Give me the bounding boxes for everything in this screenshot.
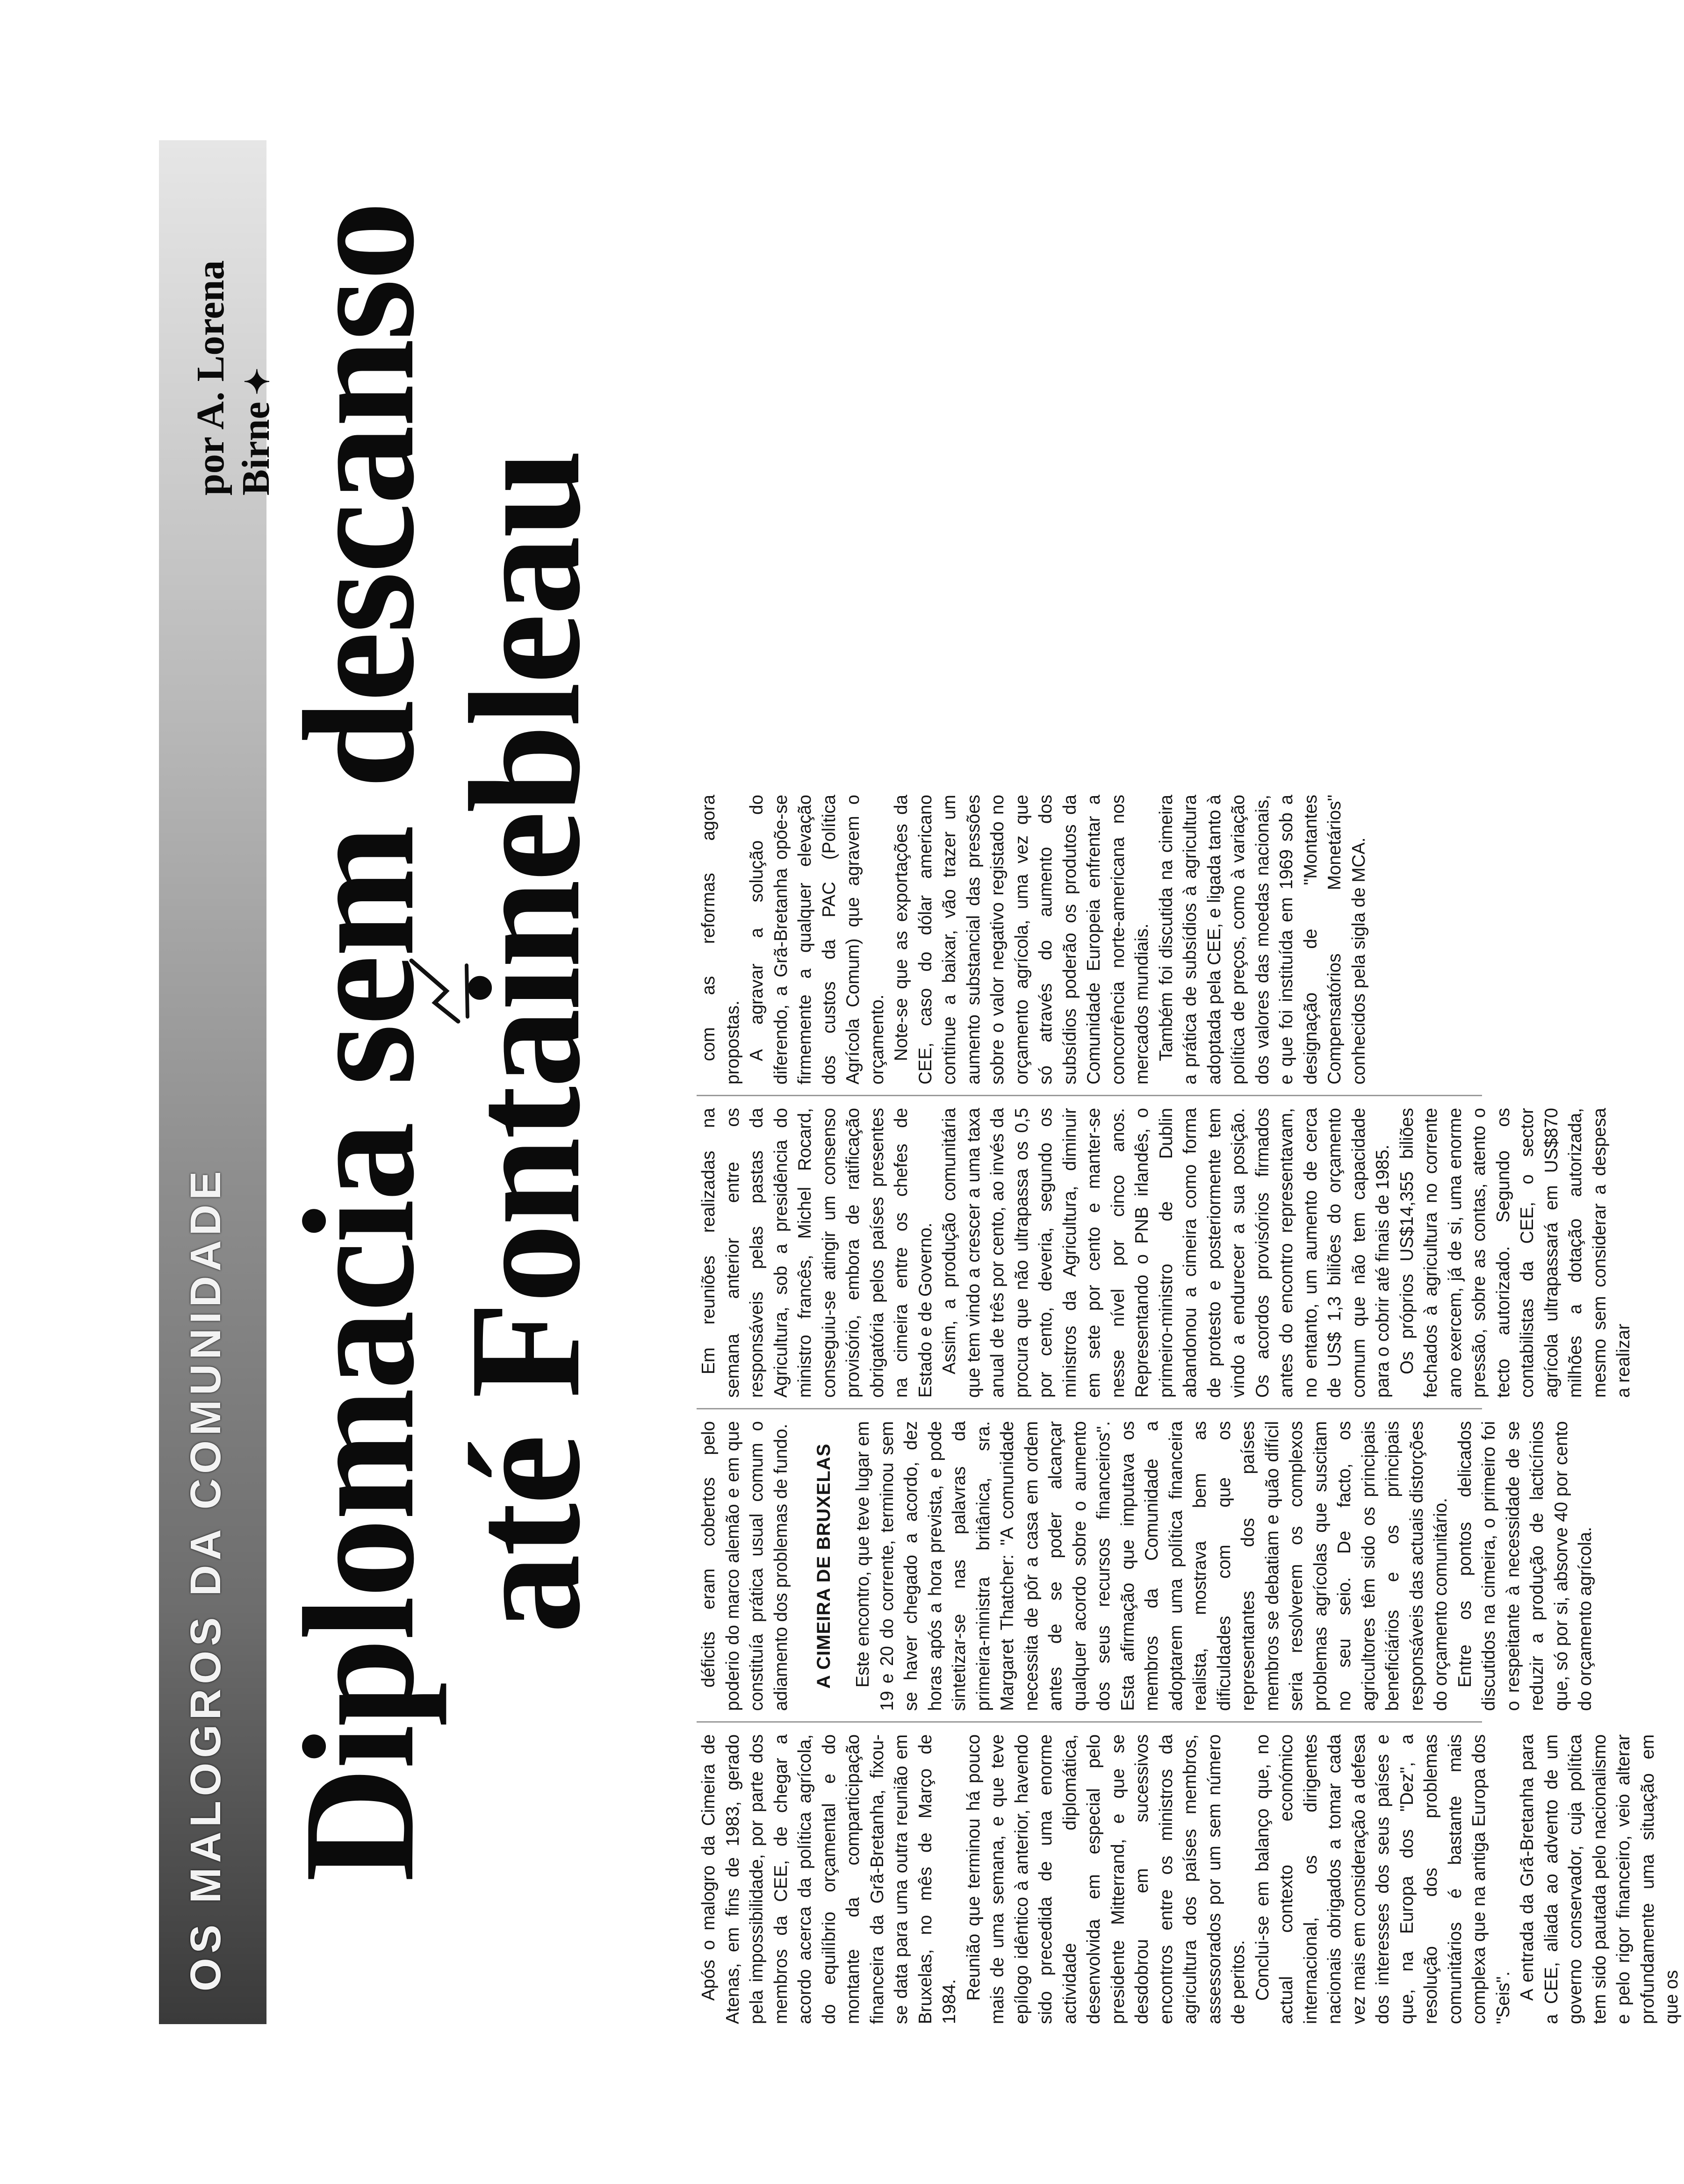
section-kicker: OS MALOGROS DA COMUNIDADE [182, 1166, 230, 1991]
subheading: A CIMEIRA DE BRUXELAS [813, 1443, 834, 1689]
article-column-3 [697, 1108, 1634, 1398]
article-column-2 [697, 1421, 1595, 1711]
paragraph: Reunião que terminou há pouco mais de uma semana, e que teve epílogo idêntico à anterior, havendo sido precedida de uma enorme actividade diplomática, desenvolvida em especial pelo presidente Mitterrand, e que se desdobrou em sucessivos encontros entre os ministros da agricultura dos países membros, assessorados por um sem número de peritos. [963, 1734, 1248, 2024]
paragraph: Entre os pontos delicados discutidos na cimeira, o primeiro foi o respeitante à necessidade de se reduzir a produção de lacticínios que, só por si, absorve 40 por cento do orçamento agrícola. [1454, 1421, 1595, 1711]
paragraph: Conclui-se em balanço que, no actual contexto económico internacional, os dirigentes nacionais obrigados a tomar cada vez mais em consideração a defesa dos interesses dos seus países e que, na Europa dos "Dez", a resolução dos problemas comunitários é bastante mais complexa que na antiga Europa dos "Seis". [1252, 1734, 1513, 2024]
rotated-article [159, 140, 1682, 2024]
article-column-4 [697, 795, 1482, 1085]
headline [271, 178, 613, 1907]
column-divider [697, 1408, 1482, 1409]
article-body [697, 140, 1682, 2024]
paragraph: Também foi discutida na cimeira a prática de subsídios à agricultura adoptada pela CEE, e ligada tanto à política de preços, como à variação dos valores das moedas nacionais, e que foi instituída em 1969 sob a designação de "Montantes Compensatórios Monetários" conhecidos pela sigla de MCA. [1156, 795, 1369, 1085]
paragraph: Assim, a produção comunitária que tem vindo a crescer a uma taxa anual de três por cento, ao invés da procura que não ultrapassa os 0,5 por cento, deveria, segundo os ministros da Agricultura, diminuir em sete por cento e manter-se nesse nível por cinco anos. Representando o PNB irlandês, o primeiro-ministro de Dublin abandonou a cimeira como forma de protesto e posteriormente tem vindo a endurecer a sua posição. Os acordos provisórios firmados antes do encontro representavam, no entanto, um aumento de cerca de US$ 1,3 biliões do orçamento comum que não tem capacidade para o cobrir até finais de 1985. [939, 1108, 1393, 1398]
paragraph: Em reuniões realizadas na semana anterior entre os responsáveis pelas pastas da Agricultura, sob a presidência do ministro francês, Michel Rocard, conseguiu-se atingir um consenso provisório, embora de ratificação obrigatória pelos países presentes na cimeira entre os chefes de Estado e de Governo. [698, 1108, 936, 1398]
headline-line-2: até Fontainebleau [437, 451, 613, 1634]
author-byline [188, 140, 279, 496]
handwritten-mark-icon [402, 947, 472, 1031]
paragraph: Note-se que as exportações da CEE, caso do dólar americano continue a baixar, vão trazer um aumento substancial das pressões sobre o valor negativo registado no orçamento agrícola, uma vez que só através do aumento dos subsídios poderão os produtos da Comunidade Europeia enfrentar a concorrência norte-americana nos mercados mundiais. [891, 795, 1152, 1085]
column-divider [697, 1095, 1482, 1096]
paragraph: déficits eram cobertos pelo poderio do marco alemão e em que constituía prática usual comum o adiamento dos problemas de fundo. [698, 1421, 791, 1711]
paragraph: A agravar a solução do diferendo, a Grã-Bretanha opõe-se firmemente a qualquer elevação dos custos da PAC (Política Agrícola Comum) que agravem o orçamento. [747, 795, 887, 1085]
paragraph: A entrada da Grã-Bretanha para a CEE, aliada ao advento de um governo conservador, cuja política tem sido pautada pelo nacionalismo e pelo rigor financeiro, veio alterar profundamente uma situação em que os [1517, 1734, 1682, 2024]
column-divider [697, 1721, 1482, 1723]
paragraph: Este encontro, que teve lugar em 19 e 20 do corrente, terminou sem se haver chegado a acordo, dez horas após a hora prevista, e pode sintetizar-se nas palavras da primeira-ministra britânica, sra. Margaret Thatcher: "A comunidade necessita de pôr a casa em ordem antes de se poder alcançar qualquer acordo sobre o aumento dos seus recursos financeiros". Esta afirmação que imputava os membros da Comunidade a adoptarem uma política financeira realista, mostrava bem as dificuldades com que os representantes dos países membros se debatiam e quão difícil seria resolverem os complexos problemas agrícolas que suscitam no seu seio. De facto, os agricultores têm sido os principais beneficiários e os principais responsáveis das actuais distorções do orçamento comunitário. [853, 1421, 1451, 1711]
star-ornament-icon: ✦ [240, 367, 276, 395]
byline-text: por A. Lorena Birne [189, 260, 278, 496]
article-column-1 [697, 1734, 1682, 2024]
paragraph: Os próprios US$14,355 biliões fechados à agricultura no corrente ano exercem, já de si, uma enorme pressão, sobre as contas, atento o tecto autorizado. Segundo os contabilistas da CEE, o sector agrícola ultrapassará em US$870 milhões a dotação autorizada, mesmo sem considerar a despesa a realizar [1396, 1108, 1634, 1398]
headline-line-1: Diplomacia sem descanso [271, 203, 447, 1882]
paragraph: com as reformas agora propostas. [698, 795, 743, 1085]
paragraph: Após o malogro da Cimeira de Atenas, em fins de 1983, gerado pela impossibilidade, por parte dos membros da CEE, de chegar a acordo acerca da política agrícola, do equilíbrio orçamental e do montante da comparticipação financeira da Grã-Bretanha, fixou-se data para uma outra reunião em Bruxelas, no mês de Março de 1984. [698, 1734, 959, 2024]
